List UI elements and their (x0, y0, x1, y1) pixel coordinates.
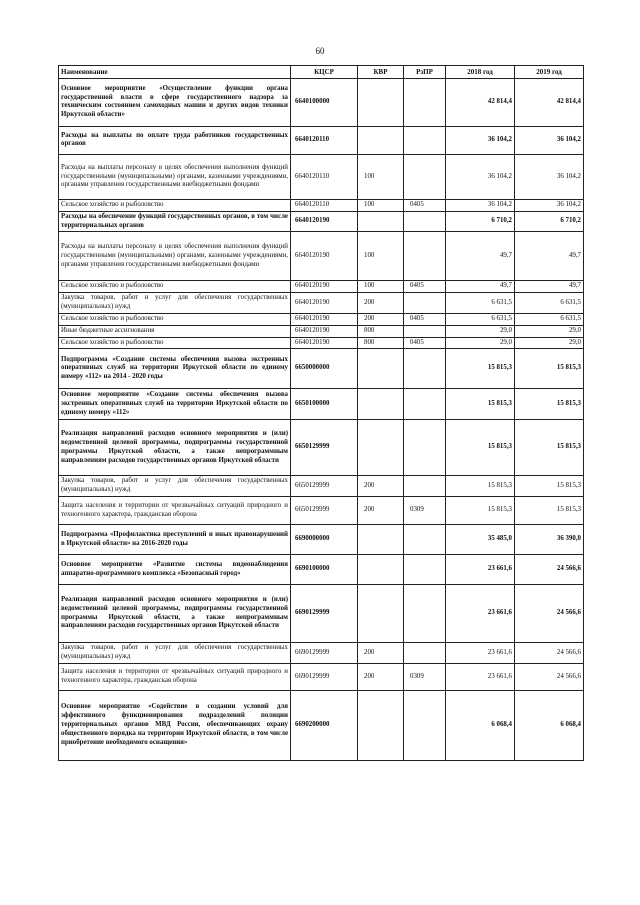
row-kvr (358, 349, 404, 389)
row-kcsr: 6640120190 (291, 337, 358, 349)
table-row (59, 211, 584, 232)
row-amount-2018: 15 815,3 (446, 420, 515, 476)
row-kcsr: 6690129999 (291, 664, 358, 691)
row-name: Сельское хозяйство и рыболовство (59, 313, 291, 325)
row-kvr: 100 (358, 281, 404, 293)
table-row (59, 691, 584, 761)
table-row (59, 154, 584, 199)
row-kcsr: 6640120190 (291, 325, 358, 337)
row-amount-2018: 23 661,6 (446, 585, 515, 643)
table-row (59, 325, 584, 337)
row-kvr: 200 (358, 643, 404, 664)
table-row (59, 199, 584, 211)
col-header-kcsr: КЦСР (291, 66, 358, 79)
row-rzpr (404, 293, 446, 314)
row-kvr (358, 126, 404, 154)
row-rzpr (404, 476, 446, 497)
row-kvr (358, 420, 404, 476)
row-amount-2019: 6 710,2 (515, 211, 584, 232)
row-name: Реализация направлений расходов основного мероприятия и (или) ведомственной целевой программы, подпрограммы государственной программы Иркутской области, а также непрограммным направлениям расходов государственных органов Иркутской области (59, 420, 291, 476)
row-amount-2019: 49,7 (515, 281, 584, 293)
row-kvr: 200 (358, 476, 404, 497)
row-name: Основное мероприятие «Создание системы обеспечения вызова экстренных оперативных служб на территории Иркутской области по единому номеру «112» (59, 389, 291, 420)
row-amount-2018: 36 104,2 (446, 126, 515, 154)
row-amount-2018: 42 814,4 (446, 78, 515, 126)
row-kvr (358, 585, 404, 643)
row-kcsr: 6640120190 (291, 313, 358, 325)
row-name: Основное мероприятие «Содействие в создании условий для эффективного функционирования подразделений полиции территориальных органов МВД России, обеспечивающих охрану общественного порядка на территории Иркутской области, в том числе приобретение необходимого оснащения» (59, 691, 291, 761)
row-name: Основное мероприятие «Развитие системы видеонаблюдения аппаратно-программного комплекса «Безопасный город» (59, 555, 291, 585)
row-amount-2019: 15 815,3 (515, 389, 584, 420)
row-kcsr: 6690129999 (291, 585, 358, 643)
row-amount-2018: 15 815,3 (446, 476, 515, 497)
row-kcsr: 6650000000 (291, 349, 358, 389)
row-amount-2018: 6 710,2 (446, 211, 515, 232)
row-kvr: 800 (358, 325, 404, 337)
table-row (59, 525, 584, 555)
row-amount-2019: 36 104,2 (515, 126, 584, 154)
row-kvr: 800 (358, 337, 404, 349)
row-amount-2018: 6 631,5 (446, 313, 515, 325)
row-amount-2018: 15 815,3 (446, 497, 515, 525)
row-rzpr: 0405 (404, 337, 446, 349)
row-rzpr (404, 325, 446, 337)
col-header-rzpr: РзПР (404, 66, 446, 79)
table-row (59, 497, 584, 525)
row-amount-2019: 42 814,4 (515, 78, 584, 126)
row-rzpr (404, 389, 446, 420)
row-rzpr: 0405 (404, 281, 446, 293)
row-name: Подпрограмма «Создание системы обеспечения вызова экстренных оперативных служб на территории Иркутской области по единому номеру «112» на 2014 - 2020 годы (59, 349, 291, 389)
table-row (59, 337, 584, 349)
row-name: Реализация направлений расходов основного мероприятия и (или) ведомственной целевой программы, подпрограммы государственной программы Иркутской области, а также непрограммным направлениям расходов государственных органов Иркутской области (59, 585, 291, 643)
row-amount-2019: 15 815,3 (515, 476, 584, 497)
row-amount-2018: 23 661,6 (446, 643, 515, 664)
row-kvr: 200 (358, 293, 404, 314)
row-kvr (358, 78, 404, 126)
col-header-kvr: КВР (358, 66, 404, 79)
row-kcsr: 6650129999 (291, 420, 358, 476)
row-amount-2019: 15 815,3 (515, 497, 584, 525)
row-amount-2019: 24 566,6 (515, 585, 584, 643)
row-name: Защита населения и территории от чрезвычайных ситуаций природного и техногенного характера, гражданская оборона (59, 497, 291, 525)
row-rzpr (404, 211, 446, 232)
table-body (59, 78, 584, 760)
row-amount-2018: 6 631,5 (446, 293, 515, 314)
row-amount-2019: 6 631,5 (515, 313, 584, 325)
row-rzpr: 0405 (404, 313, 446, 325)
row-name: Расходы на обеспечение функций государственных органов, в том числе территориальных органов (59, 211, 291, 232)
row-rzpr (404, 585, 446, 643)
table-row (59, 420, 584, 476)
row-rzpr (404, 126, 446, 154)
row-name: Расходы на выплаты персоналу в целях обеспечения выполнения функций государственными (муниципальными) органами, казенными учреждениями, органами управления государственными внебюджетными фондами (59, 232, 291, 281)
row-amount-2018: 29,0 (446, 337, 515, 349)
row-kvr: 100 (358, 199, 404, 211)
row-rzpr (404, 525, 446, 555)
row-amount-2019: 49,7 (515, 232, 584, 281)
row-kvr: 200 (358, 497, 404, 525)
table-row (59, 232, 584, 281)
row-kvr (358, 525, 404, 555)
table-row (59, 281, 584, 293)
row-kcsr: 6690200000 (291, 691, 358, 761)
row-amount-2019: 36 390,0 (515, 525, 584, 555)
row-kcsr: 6640120190 (291, 211, 358, 232)
row-kvr: 100 (358, 232, 404, 281)
row-rzpr: 0405 (404, 199, 446, 211)
row-amount-2018: 36 104,2 (446, 154, 515, 199)
row-rzpr (404, 349, 446, 389)
row-amount-2018: 29,0 (446, 325, 515, 337)
row-kcsr: 6650129999 (291, 497, 358, 525)
row-name: Иные бюджетные ассигнования (59, 325, 291, 337)
row-kvr: 100 (358, 154, 404, 199)
table-row (59, 476, 584, 497)
row-kcsr: 6640120110 (291, 199, 358, 211)
row-name: Сельское хозяйство и рыболовство (59, 281, 291, 293)
row-amount-2019: 36 104,2 (515, 199, 584, 211)
row-amount-2019: 29,0 (515, 337, 584, 349)
row-amount-2019: 6 068,4 (515, 691, 584, 761)
row-amount-2018: 15 815,3 (446, 389, 515, 420)
row-amount-2018: 49,7 (446, 232, 515, 281)
table-header-row (59, 66, 584, 79)
row-kvr (358, 555, 404, 585)
table-row (59, 293, 584, 314)
row-kvr (358, 211, 404, 232)
row-name: Сельское хозяйство и рыболовство (59, 337, 291, 349)
col-header-2018: 2018 год (446, 66, 515, 79)
row-rzpr (404, 420, 446, 476)
row-rzpr (404, 78, 446, 126)
table-row (59, 349, 584, 389)
table-row (59, 643, 584, 664)
budget-table (58, 65, 584, 761)
row-kcsr: 6640100000 (291, 78, 358, 126)
row-rzpr: 0309 (404, 664, 446, 691)
page-number: 60 (315, 46, 325, 56)
row-rzpr (404, 691, 446, 761)
row-amount-2018: 49,7 (446, 281, 515, 293)
row-kcsr: 6650100000 (291, 389, 358, 420)
row-amount-2018: 36 104,2 (446, 199, 515, 211)
row-kcsr: 6640120190 (291, 232, 358, 281)
row-rzpr (404, 643, 446, 664)
table-row (59, 313, 584, 325)
row-kcsr: 6640120190 (291, 281, 358, 293)
row-kvr: 200 (358, 313, 404, 325)
row-amount-2019: 24 566,6 (515, 643, 584, 664)
row-amount-2019: 15 815,3 (515, 420, 584, 476)
col-header-name: Наименование (59, 66, 291, 79)
row-rzpr (404, 154, 446, 199)
table-row (59, 78, 584, 126)
row-rzpr (404, 555, 446, 585)
row-amount-2018: 23 661,6 (446, 555, 515, 585)
row-amount-2018: 6 068,4 (446, 691, 515, 761)
row-name: Закупка товаров, работ и услуг для обеспечения государственных (муниципальных) нужд (59, 293, 291, 314)
row-kcsr: 6650129999 (291, 476, 358, 497)
table-row (59, 126, 584, 154)
row-name: Расходы на выплаты персоналу в целях обеспечения выполнения функций государственными (муниципальными) органами, казенными учреждениями, органами управления государственными внебюджетными фондами (59, 154, 291, 199)
row-amount-2019: 24 566,6 (515, 664, 584, 691)
row-amount-2018: 15 815,3 (446, 349, 515, 389)
row-amount-2019: 24 566,6 (515, 555, 584, 585)
row-name: Защита населения и территории от чрезвычайных ситуаций природного и техногенного характера, гражданская оборона (59, 664, 291, 691)
row-name: Основное мероприятие «Осуществление функции органа государственной власти в сфере государственного надзора за техническим состоянием самоходных машин и других видов техники Иркутской области» (59, 78, 291, 126)
row-name: Сельское хозяйство и рыболовство (59, 199, 291, 211)
row-amount-2019: 6 631,5 (515, 293, 584, 314)
row-name: Закупка товаров, работ и услуг для обеспечения государственных (муниципальных) нужд (59, 476, 291, 497)
row-amount-2019: 36 104,2 (515, 154, 584, 199)
row-amount-2018: 35 485,0 (446, 525, 515, 555)
row-kvr: 200 (358, 664, 404, 691)
table-row (59, 555, 584, 585)
table-row (59, 664, 584, 691)
row-rzpr: 0309 (404, 497, 446, 525)
row-amount-2018: 23 661,6 (446, 664, 515, 691)
row-rzpr (404, 232, 446, 281)
row-amount-2019: 15 815,3 (515, 349, 584, 389)
table-row (59, 389, 584, 420)
row-kcsr: 6640120110 (291, 154, 358, 199)
row-kcsr: 6640120190 (291, 293, 358, 314)
row-name: Подпрограмма «Профилактика преступлений и иных правонарушений в Иркутской области» на 2016-2020 годы (59, 525, 291, 555)
row-kcsr: 6640120110 (291, 126, 358, 154)
row-amount-2019: 29,0 (515, 325, 584, 337)
row-kcsr: 6690000000 (291, 525, 358, 555)
row-kcsr: 6690129999 (291, 643, 358, 664)
row-kvr (358, 389, 404, 420)
row-kvr (358, 691, 404, 761)
row-name: Закупка товаров, работ и услуг для обеспечения государственных (муниципальных) нужд (59, 643, 291, 664)
table-row (59, 585, 584, 643)
row-kcsr: 6690100000 (291, 555, 358, 585)
col-header-2019: 2019 год (515, 66, 584, 79)
row-name: Расходы на выплаты по оплате труда работников государственных органов (59, 126, 291, 154)
